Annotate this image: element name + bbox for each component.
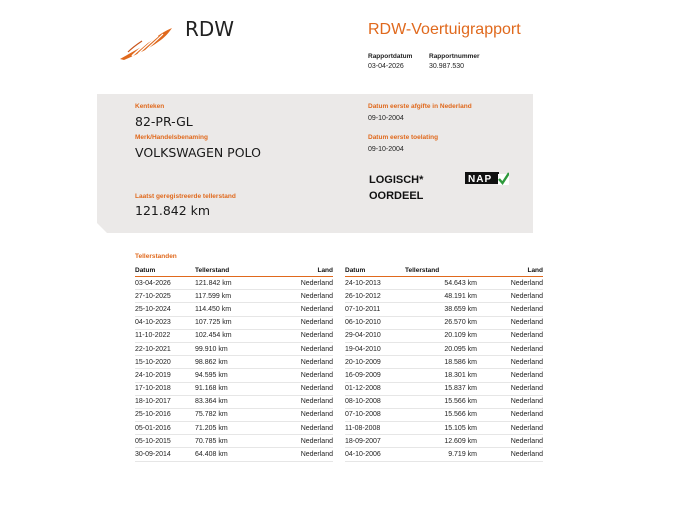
cell-date: 24-10-2019 — [135, 369, 195, 382]
table-row — [345, 277, 543, 290]
cell-date: 07-10-2008 — [345, 408, 405, 421]
cell-date: 11-10-2022 — [135, 329, 195, 342]
cell-date: 04-10-2023 — [135, 316, 195, 329]
table-row — [135, 408, 333, 421]
cell-country: Nederland — [263, 408, 333, 421]
cell-country: Nederland — [477, 395, 543, 408]
cell-country: Nederland — [263, 369, 333, 382]
plate-label: Kenteken — [135, 103, 165, 110]
cell-reading: 54.643 km — [405, 277, 477, 290]
make-label: Merk/Handelsbenaming — [135, 134, 208, 141]
cell-date: 05-10-2015 — [135, 435, 195, 448]
cell-date: 06-10-2010 — [345, 316, 405, 329]
cell-country: Nederland — [263, 316, 333, 329]
cell-country: Nederland — [477, 382, 543, 395]
cell-date: 17-10-2018 — [135, 382, 195, 395]
first-issue-nl-label: Datum eerste afgifte in Nederland — [368, 103, 472, 110]
cell-reading: 64.408 km — [195, 448, 263, 461]
readings-table-right — [345, 264, 543, 462]
nap-verdict — [369, 172, 423, 204]
cell-date: 30-09-2014 — [135, 448, 195, 461]
table-row — [135, 356, 333, 369]
table-row — [135, 448, 333, 461]
vehicle-make: VOLKSWAGEN POLO — [135, 145, 261, 160]
table-row — [135, 435, 333, 448]
first-admission-date: 09-10-2004 — [368, 146, 404, 153]
cell-reading: 107.725 km — [195, 316, 263, 329]
report-date-label: Rapportdatum — [368, 53, 413, 60]
table-row — [135, 277, 333, 290]
table-row — [135, 422, 333, 435]
cell-country: Nederland — [477, 290, 543, 303]
table-row — [345, 290, 543, 303]
cell-date: 04-10-2006 — [345, 448, 405, 461]
cell-date: 07-10-2011 — [345, 303, 405, 316]
cell-date: 25-10-2024 — [135, 303, 195, 316]
cell-date: 19-04-2010 — [345, 342, 405, 355]
cell-reading: 114.450 km — [195, 303, 263, 316]
col-header-reading: Tellerstand — [405, 264, 477, 277]
cell-country: Nederland — [477, 422, 543, 435]
cell-date: 27-10-2025 — [135, 290, 195, 303]
cell-country: Nederland — [477, 435, 543, 448]
table-row — [345, 303, 543, 316]
cell-country: Nederland — [477, 277, 543, 290]
cell-reading: 20.109 km — [405, 329, 477, 342]
cell-reading: 98.862 km — [195, 356, 263, 369]
verdict-line-1: LOGISCH* — [369, 174, 424, 186]
col-header-date: Datum — [135, 264, 195, 277]
cell-country: Nederland — [477, 356, 543, 369]
table-row — [345, 422, 543, 435]
table-row — [135, 382, 333, 395]
cell-country: Nederland — [263, 382, 333, 395]
cell-reading: 15.837 km — [405, 382, 477, 395]
cell-reading: 70.785 km — [195, 435, 263, 448]
nap-logo-text: NAP — [468, 174, 493, 185]
table-row — [345, 369, 543, 382]
table-row — [345, 356, 543, 369]
cell-reading: 15.105 km — [405, 422, 477, 435]
table-row — [345, 316, 543, 329]
cell-reading: 75.782 km — [195, 408, 263, 421]
cell-country: Nederland — [477, 448, 543, 461]
cell-date: 26-10-2012 — [345, 290, 405, 303]
cell-date: 18-09-2007 — [345, 435, 405, 448]
cell-reading: 15.566 km — [405, 395, 477, 408]
cell-country: Nederland — [263, 356, 333, 369]
cell-date: 03-04-2026 — [135, 277, 195, 290]
cell-reading: 48.191 km — [405, 290, 477, 303]
table-row — [345, 408, 543, 421]
cell-country: Nederland — [263, 277, 333, 290]
col-header-country: Land — [477, 264, 543, 277]
cell-country: Nederland — [263, 448, 333, 461]
cell-country: Nederland — [477, 316, 543, 329]
cell-country: Nederland — [263, 290, 333, 303]
cell-country: Nederland — [263, 422, 333, 435]
table-row — [345, 382, 543, 395]
cell-date: 05-01-2016 — [135, 422, 195, 435]
cell-reading: 102.454 km — [195, 329, 263, 342]
cell-date: 08-10-2008 — [345, 395, 405, 408]
first-issue-nl-date: 09-10-2004 — [368, 115, 404, 122]
cell-date: 16-09-2009 — [345, 369, 405, 382]
cell-date: 25-10-2016 — [135, 408, 195, 421]
rdw-logo-icon — [118, 26, 174, 62]
nap-logo-icon — [465, 170, 509, 186]
table-row — [345, 329, 543, 342]
cell-reading: 38.659 km — [405, 303, 477, 316]
cell-reading: 26.570 km — [405, 316, 477, 329]
cell-date: 24-10-2013 — [345, 277, 405, 290]
odometer-value: 121.842 km — [135, 203, 211, 218]
report-title: RDW-Voertuigrapport — [368, 21, 521, 38]
table-row — [135, 342, 333, 355]
cell-reading: 83.364 km — [195, 395, 263, 408]
table-row — [135, 290, 333, 303]
report-date: 03-04-2026 — [368, 63, 404, 70]
cell-reading: 18.586 km — [405, 356, 477, 369]
col-header-date: Datum — [345, 264, 405, 277]
cell-reading: 91.168 km — [195, 382, 263, 395]
cell-country: Nederland — [477, 329, 543, 342]
cell-country: Nederland — [263, 435, 333, 448]
report-number: 30.987.530 — [429, 63, 465, 70]
cell-reading: 121.842 km — [195, 277, 263, 290]
cell-country: Nederland — [263, 329, 333, 342]
cell-country: Nederland — [477, 369, 543, 382]
cell-date: 11-08-2008 — [345, 422, 405, 435]
cell-reading: 94.595 km — [195, 369, 263, 382]
table-row — [345, 395, 543, 408]
table-row — [135, 329, 333, 342]
cell-reading: 20.095 km — [405, 342, 477, 355]
first-admission-label: Datum eerste toelating — [368, 134, 439, 141]
col-header-reading: Tellerstand — [195, 264, 263, 277]
cell-reading: 18.301 km — [405, 369, 477, 382]
table-row — [345, 448, 543, 461]
cell-date: 22-10-2021 — [135, 342, 195, 355]
cell-date: 18-10-2017 — [135, 395, 195, 408]
cell-country: Nederland — [477, 342, 543, 355]
table-row — [135, 316, 333, 329]
table-row — [135, 303, 333, 316]
cell-country: Nederland — [477, 408, 543, 421]
table-row — [135, 369, 333, 382]
table-row — [345, 342, 543, 355]
cell-country: Nederland — [263, 303, 333, 316]
cell-date: 20-10-2009 — [345, 356, 405, 369]
cell-reading: 9.719 km — [405, 448, 477, 461]
table-row — [135, 395, 333, 408]
cell-reading: 12.609 km — [405, 435, 477, 448]
cell-reading: 117.599 km — [195, 290, 263, 303]
cell-country: Nederland — [263, 342, 333, 355]
col-header-country: Land — [263, 264, 333, 277]
cell-date: 29-04-2010 — [345, 329, 405, 342]
cell-country: Nederland — [263, 395, 333, 408]
cell-date: 15-10-2020 — [135, 356, 195, 369]
license-plate: 82-PR-GL — [135, 114, 193, 129]
brand-name: RDW — [185, 17, 235, 41]
report-number-label: Rapportnummer — [429, 53, 480, 60]
readings-table-left — [135, 264, 333, 462]
odometer-label: Laatst geregistreerde tellerstand — [135, 193, 236, 200]
table-row — [345, 435, 543, 448]
cell-reading: 99.910 km — [195, 342, 263, 355]
readings-title: Tellerstanden — [135, 253, 177, 260]
cell-reading: 71.205 km — [195, 422, 263, 435]
cell-reading: 15.566 km — [405, 408, 477, 421]
cell-country: Nederland — [477, 303, 543, 316]
verdict-line-2: OORDEEL — [369, 190, 424, 202]
cell-date: 01-12-2008 — [345, 382, 405, 395]
